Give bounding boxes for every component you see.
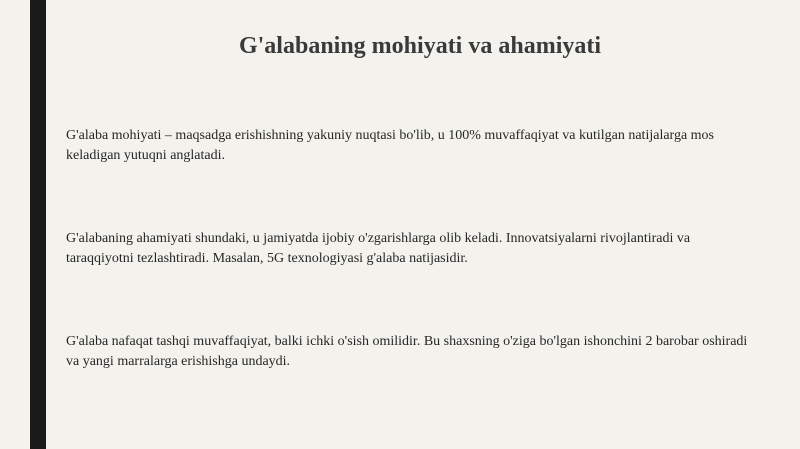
paragraph-essence: G'alaba mohiyati – maqsadga erishishning yakuniy nuqtasi bo'lib, u 100% muvaffaqiyat va kutilgan natijalarga mos keladigan yutuqni anglatadi.: [66, 128, 715, 163]
paragraph-inner-growth: G'alaba nafaqat tashqi muvaffaqiyat, balki ichki o'sish omilidir. Bu shaxsning o'ziga bo'lgan ishonchini 2 barobar oshiradi va yangi marralarga erishishga undaydi.: [66, 334, 748, 369]
left-accent-bar: [30, 0, 46, 449]
paragraph-importance: G'alabaning ahamiyati shundaki, u jamiyatda ijobiy o'zgarishlarga olib keladi. Innovatsiyalarni rivojlantiradi va taraqqiyotni tezlashtiradi. Masalan, 5G texnologiyasi g'alaba natijasidir.: [66, 231, 691, 266]
slide-title: G'alabaning mohiyati va ahamiyati: [238, 33, 602, 59]
